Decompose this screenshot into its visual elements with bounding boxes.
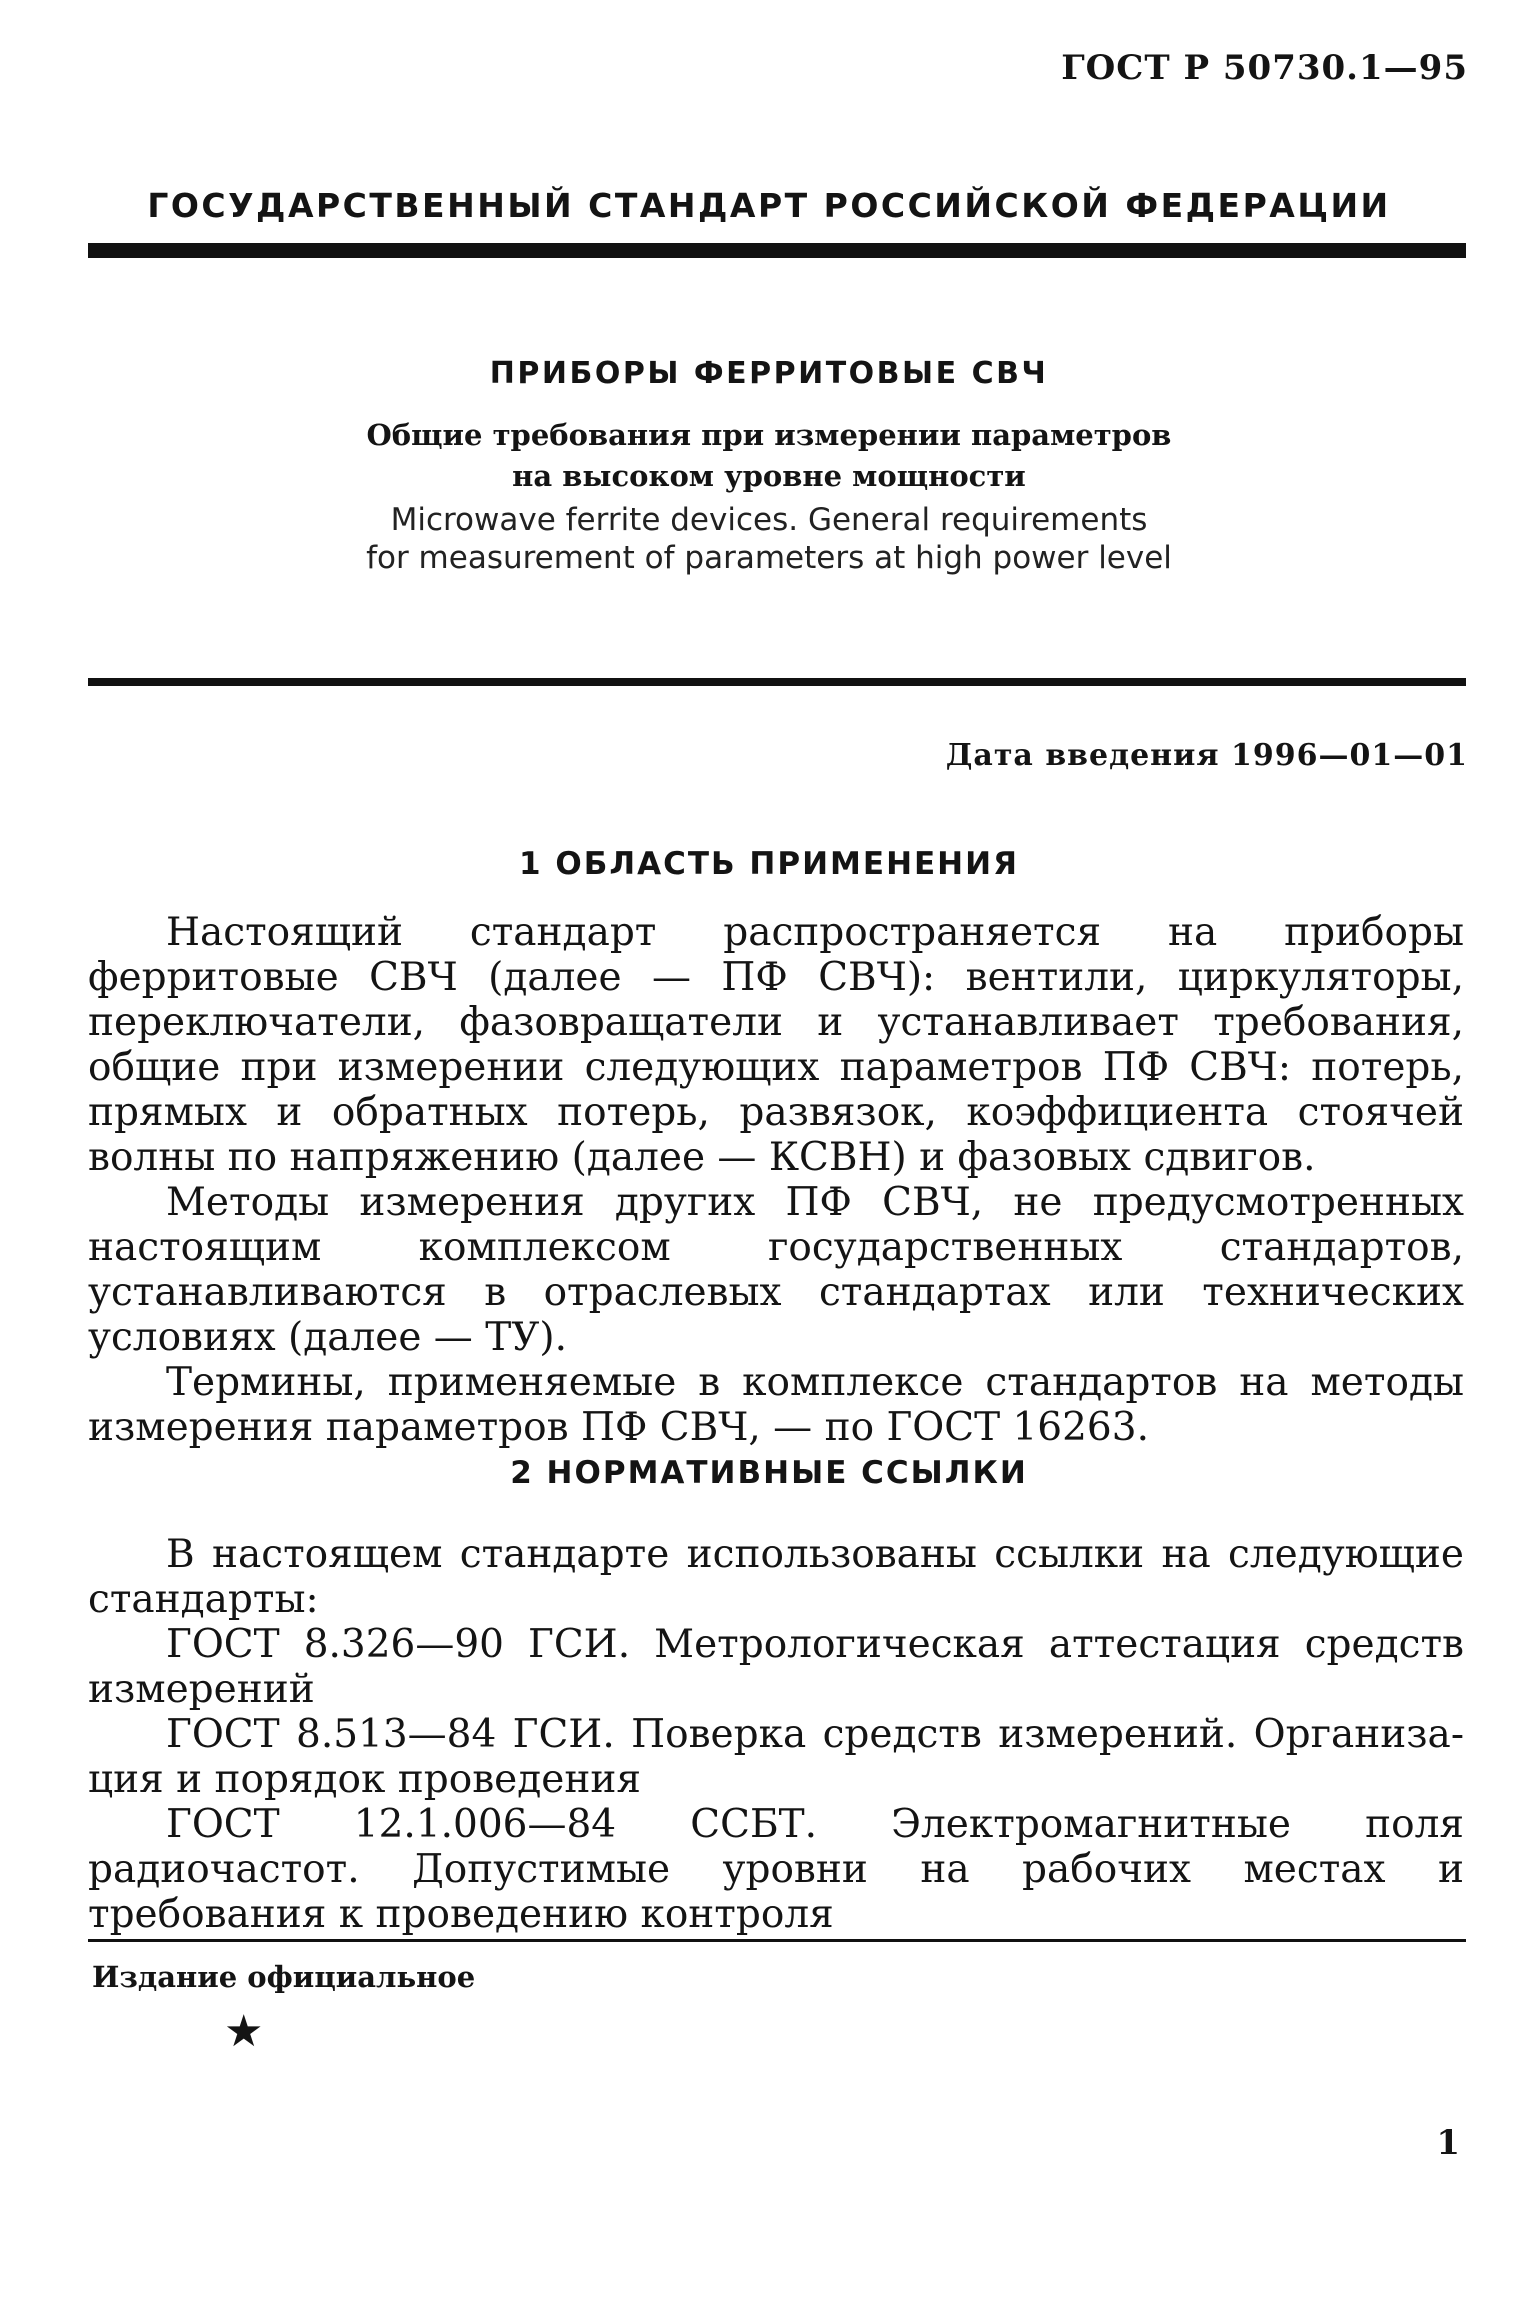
star-icon: ★ (224, 2006, 264, 2057)
section-1-paragraph: Термины, применяемые в комплексе стандартов на методы измерения параметров ПФ СВЧ, — по ГОСТ 16263. (88, 1360, 1464, 1450)
english-title-line-2: for measurement of parameters at high power level (366, 540, 1172, 576)
document-subtitle-line-2: на высоком уровне мощности (512, 459, 1026, 493)
english-title-line-1: Microwave ferrite devices. General requirements (390, 502, 1148, 538)
document-code: ГОСТ Р 50730.1—95 (1061, 48, 1468, 88)
footer-rule (88, 1939, 1466, 1942)
reference-item: ГОСТ 8.326—90 ГСИ. Метрологическая аттестация средств измерений (88, 1622, 1464, 1712)
section-1-body (88, 910, 1464, 1450)
document-title: ПРИБОРЫ ФЕРРИТОВЫЕ СВЧ (489, 356, 1049, 391)
page-number: 1 (1436, 2123, 1460, 2163)
document-subtitle-line-1: Общие требования при измерении параметров (366, 418, 1172, 452)
reference-item: ГОСТ 12.1.006—84 ССБТ. Электромагнитные поля радиочастот. Допустимые уровни на рабочих местах и требования к проведению контроля (88, 1802, 1464, 1937)
section-1-paragraph: Методы измерения других ПФ СВЧ, не предусмотренных настоящим комплексом государственных стандартов, устанавливаются в отраслевых стандартах или технических условиях (далее — ТУ). (88, 1180, 1464, 1360)
header-rule (88, 243, 1466, 258)
section-2-paragraph: В настоящем стандарте использованы ссылки на следующие стандарты: (88, 1532, 1464, 1622)
official-edition-label: Издание официальное (92, 1960, 476, 1994)
section-1-paragraph: Настоящий стандарт распространяется на приборы ферритовые СВЧ (далее — ПФ СВЧ): вентили, циркуляторы, переключатели, фазовращатели и устанавливает требования, общие при измерении следующих параметров ПФ СВЧ: потерь, прямых и обратных потерь, развязок, коэффициента стоячей волны по напряжению (далее — КСВН) и фазовых сдвигов. (88, 910, 1464, 1180)
section-2-heading: 2 НОРМАТИВНЫЕ ССЫЛКИ (510, 1455, 1028, 1491)
state-standard-title: ГОСУДАРСТВЕННЫЙ СТАНДАРТ РОССИЙСКОЙ ФЕДЕРАЦИИ (147, 186, 1391, 225)
section-1-heading: 1 ОБЛАСТЬ ПРИМЕНЕНИЯ (519, 846, 1019, 882)
reference-item: ГОСТ 8.513—84 ГСИ. Поверка средств измерений. Организация и порядок проведения (88, 1712, 1464, 1802)
title-rule (88, 678, 1466, 686)
introduction-date: Дата введения 1996—01—01 (945, 738, 1468, 773)
section-2-body (88, 1532, 1464, 1937)
